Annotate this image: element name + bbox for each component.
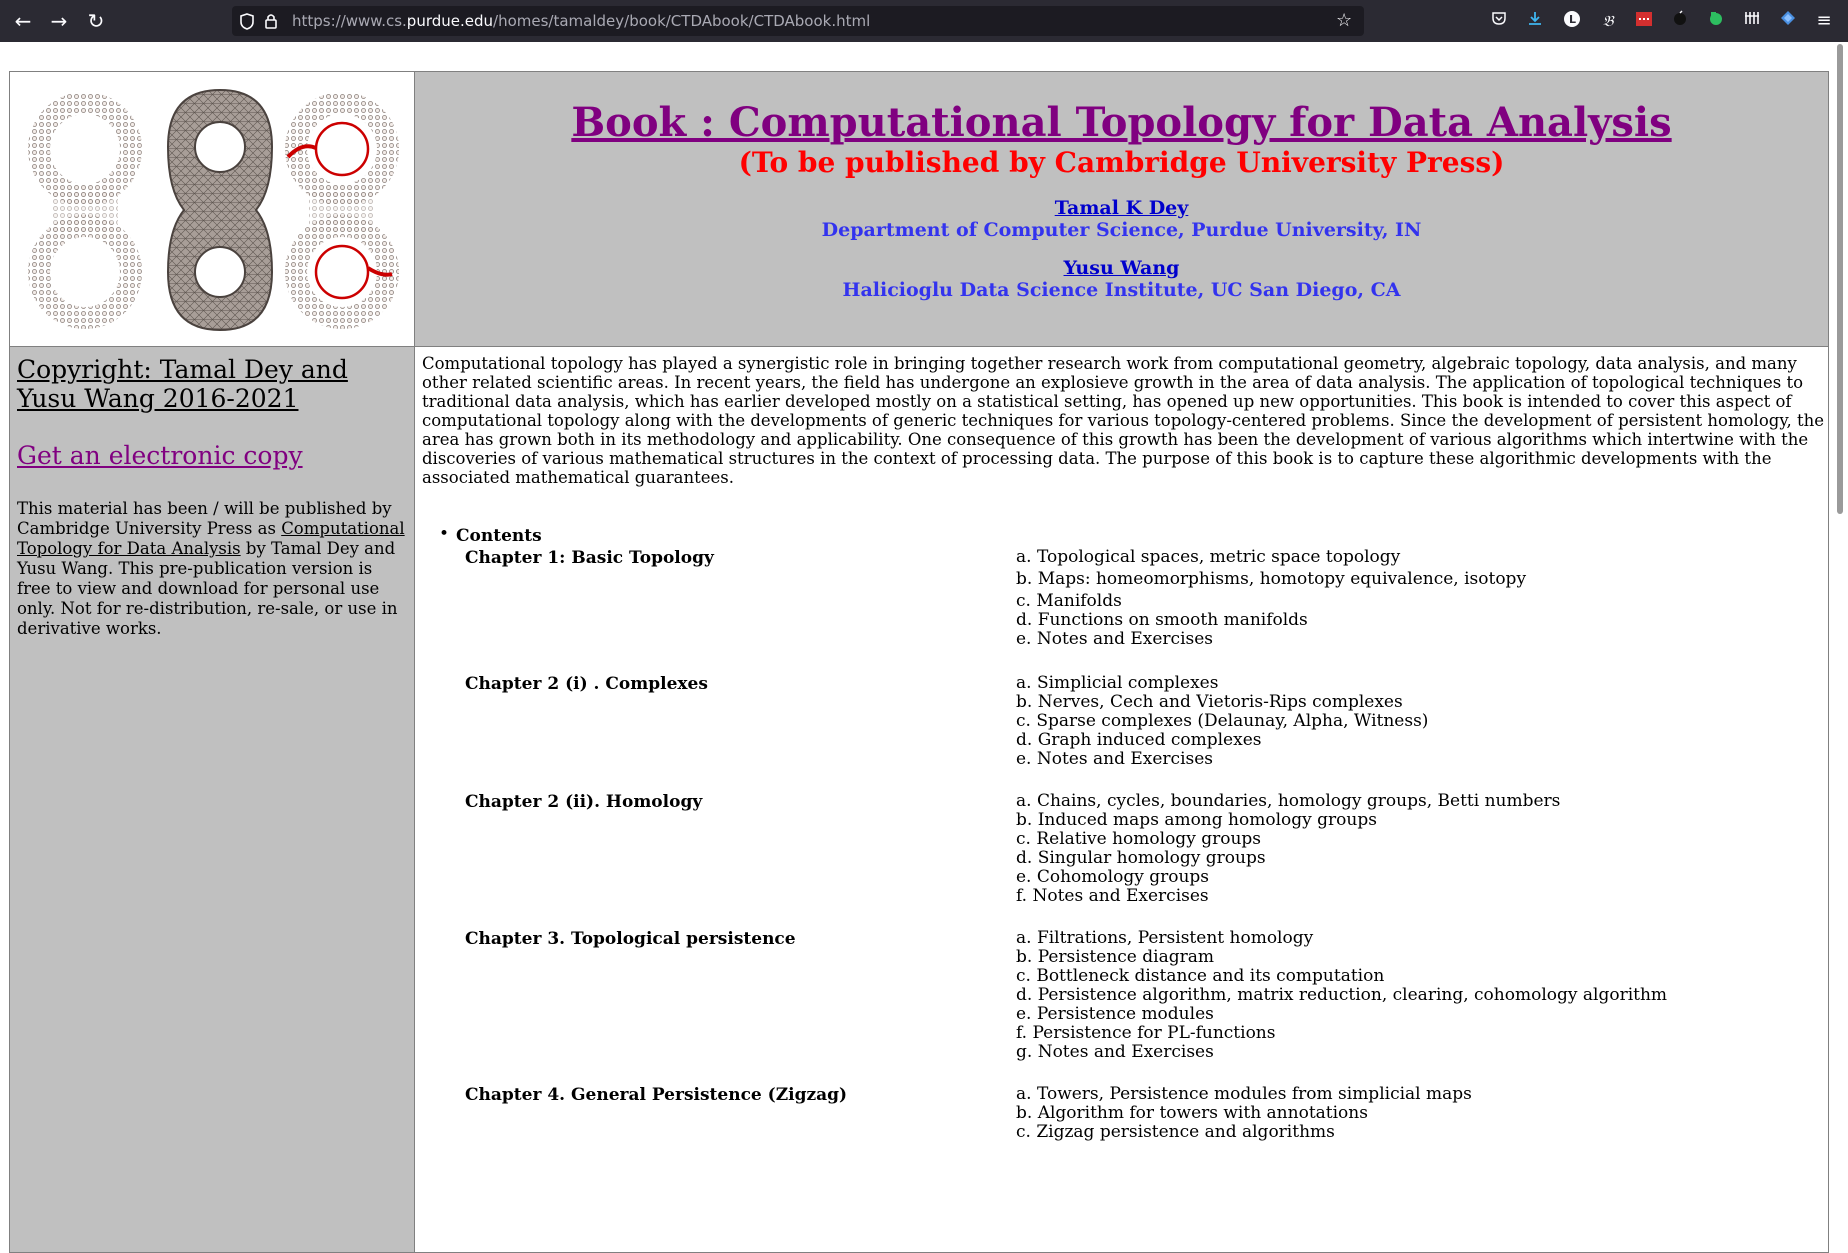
extension-b-icon[interactable]: 𝔅 bbox=[1602, 12, 1614, 30]
address-bar[interactable] bbox=[232, 6, 1364, 36]
chapter-item: e. Persistence modules bbox=[1016, 1004, 1214, 1024]
pocket-icon[interactable] bbox=[1488, 10, 1510, 32]
chapter-item: b. Maps: homeomorphisms, homotopy equivalence, isotopy bbox=[1016, 569, 1527, 589]
chapter-item: d. Graph induced complexes bbox=[1016, 730, 1262, 750]
tracking-shield-icon[interactable] bbox=[239, 6, 255, 36]
author-affiliation-dey: Department of Computer Science, Purdue University, IN bbox=[821, 219, 1422, 241]
chapter-item: e. Cohomology groups bbox=[1016, 867, 1210, 887]
publisher-note: (To be published by Cambridge University Press) bbox=[738, 146, 1505, 179]
chapter-item: a. Filtrations, Persistent homology bbox=[1016, 928, 1314, 948]
chapter-item: c. Relative homology groups bbox=[1016, 829, 1261, 849]
download-icon[interactable] bbox=[1524, 10, 1546, 32]
header-image-cell bbox=[10, 72, 415, 347]
author-link-dey[interactable]: Tamal K Dey bbox=[1054, 197, 1189, 219]
chapter-item: a. Simplicial complexes bbox=[1016, 673, 1219, 693]
chapter-title: Chapter 1: Basic Topology bbox=[465, 548, 714, 568]
layout-table bbox=[9, 71, 1829, 1253]
reload-icon[interactable]: ↻ bbox=[87, 9, 105, 33]
url-text[interactable] bbox=[292, 6, 870, 36]
chapter-item: f. Persistence for PL-functions bbox=[1016, 1023, 1276, 1043]
url-host: purdue.edu bbox=[406, 12, 494, 30]
chapter-title: Chapter 2 (ii). Homology bbox=[465, 792, 703, 812]
page-scrollbar[interactable] bbox=[1835, 44, 1845, 1131]
hamburger-menu-icon[interactable]: ≡ bbox=[1816, 10, 1832, 31]
url-path: /homes/tamaldey/book/CTDAbook/CTDAbook.html bbox=[493, 12, 871, 30]
bookmark-star-icon[interactable]: ☆ bbox=[1336, 10, 1353, 31]
chapter-item: d. Singular homology groups bbox=[1016, 848, 1266, 868]
web-page bbox=[0, 42, 1848, 1142]
chapter-item: c. Zigzag persistence and algorithms bbox=[1016, 1122, 1335, 1142]
chapter-item: g. Notes and Exercises bbox=[1016, 1042, 1214, 1062]
forward-arrow-icon[interactable]: → bbox=[50, 9, 68, 33]
copyright-notice: Copyright: Tamal Dey and Yusu Wang 2016-2021 bbox=[17, 355, 348, 413]
chapter-title: Chapter 4. General Persistence (Zigzag) bbox=[465, 1085, 848, 1105]
extension-red-icon[interactable] bbox=[1633, 10, 1655, 32]
chapter-item: b. Induced maps among homology groups bbox=[1016, 810, 1377, 830]
chapter-item: c. Sparse complexes (Delaunay, Alpha, Witness) bbox=[1016, 711, 1429, 731]
extension-l-icon[interactable] bbox=[1561, 10, 1583, 32]
chapter-item: b. Persistence diagram bbox=[1016, 947, 1214, 967]
evernote-icon[interactable] bbox=[1705, 10, 1727, 32]
notice-suffix: by Tamal Dey and Yusu Wang. This pre-publication version is free to view and download for personal use only. Not for re-distribution, re-sale, or use in derivative works. bbox=[17, 539, 398, 638]
chapter-item: a. Towers, Persistence modules from simplicial maps bbox=[1016, 1084, 1472, 1104]
chapter-item: f. Notes and Exercises bbox=[1016, 886, 1209, 906]
chapter-title: Chapter 3. Topological persistence bbox=[465, 929, 796, 949]
contents-heading: Contents bbox=[456, 526, 542, 546]
browser-toolbar bbox=[0, 0, 1848, 42]
main-content-cell bbox=[415, 347, 1828, 1252]
title-cell bbox=[415, 72, 1828, 347]
bullet-icon: • bbox=[439, 524, 450, 544]
back-arrow-icon[interactable]: ← bbox=[14, 9, 32, 33]
book-title-link[interactable]: Book : Computational Topology for Data Analysis bbox=[571, 99, 1672, 146]
chapter-item: a. Chains, cycles, boundaries, homology groups, Betti numbers bbox=[1016, 791, 1561, 811]
chapter-item: a. Topological spaces, metric space topology bbox=[1016, 547, 1401, 567]
chapter-item: c. Bottleneck distance and its computation bbox=[1016, 966, 1385, 986]
extension-blue-icon[interactable] bbox=[1777, 10, 1799, 32]
lock-icon[interactable] bbox=[264, 6, 278, 36]
svg-text:L: L bbox=[1569, 13, 1577, 26]
chapter-item: c. Manifolds bbox=[1016, 591, 1122, 611]
publication-notice bbox=[17, 499, 409, 639]
chapter-item: b. Algorithm for towers with annotations bbox=[1016, 1103, 1368, 1123]
scrollbar-thumb[interactable] bbox=[1837, 44, 1843, 514]
book-title-inline-link[interactable]: Computational Topology for Data Analysis bbox=[17, 519, 405, 558]
chapter-item: d. Persistence algorithm, matrix reduction, clearing, cohomology algorithm bbox=[1016, 985, 1668, 1005]
chapter-item: b. Nerves, Cech and Vietoris-Rips complexes bbox=[1016, 692, 1403, 712]
chapter-item: d. Functions on smooth manifolds bbox=[1016, 610, 1308, 630]
url-prefix: https://www.cs. bbox=[292, 12, 407, 30]
intro-paragraph: Computational topology has played a synergistic role in bringing together research work from computational geometry, algebraic topology, data analysis, and many other related scientific areas. In recent years, the field has undergone an explosieve growth in the area of data analysis. The application of topological techniques to traditional data analysis, which has earlier developed mostly on a statistical setting, has opened up new opportunities. This book is intended to cover this aspect of computational topology along with the developments of generic techniques for various topology-centered problems. Since the development of persistent homology, the area has grown both in its methodology and applicability. One consequence of this growth has been the development of various algorithms which intertwine with the discoveries of various mathematical structures in the context of processing data. The purpose of this book is to capture these algorithmic developments with the associated mathematical guarantees. bbox=[422, 354, 1824, 487]
extension-dark-icon[interactable] bbox=[1669, 10, 1691, 32]
notice-prefix: This material has been / will be published by Cambridge University Press as bbox=[17, 499, 392, 538]
author-affiliation-wang: Halicioglu Data Science Institute, UC San Diego, CA bbox=[842, 279, 1401, 301]
sidebar-cell bbox=[10, 347, 415, 1252]
author-link-wang[interactable]: Yusu Wang bbox=[1063, 257, 1180, 279]
electronic-copy-link[interactable]: Get an electronic copy bbox=[17, 441, 303, 470]
topology-figure-image bbox=[10, 72, 414, 346]
chapter-title: Chapter 2 (i) . Complexes bbox=[465, 674, 708, 694]
chapter-item: e. Notes and Exercises bbox=[1016, 629, 1214, 649]
chapter-item: e. Notes and Exercises bbox=[1016, 749, 1214, 769]
library-icon[interactable] bbox=[1741, 10, 1763, 32]
